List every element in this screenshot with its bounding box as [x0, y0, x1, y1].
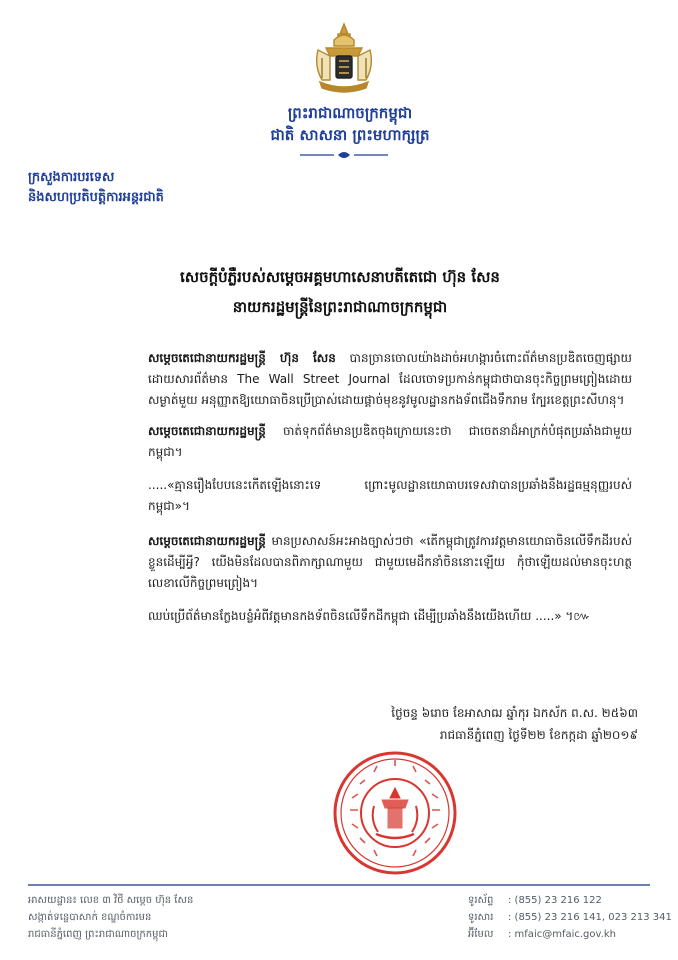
address-line-3: រាជធានីភ្នំពេញ ព្រះរាជាណាចក្រកម្ពុជា: [28, 929, 168, 940]
speaker-name: សម្តេចតេជោនាយករដ្ឋមន្ត្រី ហ៊ុន សែន: [148, 351, 336, 365]
kingdom-heading: [240, 102, 460, 146]
phone-row: [468, 892, 658, 909]
address-label: អាសយដ្ឋាន៖: [28, 895, 77, 906]
ministry-name-line1: ក្រសួងការបរទេស: [28, 170, 115, 185]
paragraph-4: [60, 531, 632, 594]
email-row: [468, 926, 658, 943]
paragraph-4-text: មានប្រសាសន៍អះអាងច្បាស់ៗថា «តើកម្ពុជាត្រូវការវត្តមានយោធាចិនលើទឹកដីរបស់ខ្លួនដើម្បីអ្វី? យើងមិនដែលបានពិភាក្សាណាមួយ ជាមួយមេដឹកនាំចិននោះឡើយ កុំថាឡើយដល់មានចុះហត្ថលេខាលើកិច្ចព្រមព្រៀង។: [148, 534, 632, 590]
kingdom-name: ព្រះរាជាណាចក្រកម្ពុជា: [287, 104, 413, 122]
address-line-1: លេខ ៣ វិថី សម្តេច ហ៊ុន សែន: [80, 895, 194, 906]
ministry-name: [28, 168, 228, 208]
paragraph-5-text: ឈប់ប្រើព័ត៌មានក្លែងបន្លំអំពីវត្តមានកងទ័ពចិនលើទឹកដីកម្ពុជា ដើម្បីប្រឆាំងនឹងយើងហើយ .....» ។៚: [148, 609, 591, 623]
paragraph-1: [60, 348, 632, 411]
date-block: [318, 702, 638, 746]
document-title: [100, 262, 580, 322]
fax-row: [468, 909, 672, 926]
title-line2: នាយករដ្ឋមន្ត្រីនៃព្រះរាជាណាចក្រកម្ពុជា: [232, 298, 448, 316]
ministry-seal-icon: [330, 748, 460, 878]
title-line1: សេចក្តីបំភ្លឺរបស់សម្តេចអគ្គមហាសេនាបតីតេជោ ហ៊ុន សែន: [180, 268, 500, 286]
ministry-name-line2: និងសហប្រតិបត្តិការអន្តរជាតិ: [28, 190, 164, 205]
email-address: : mfaic@mfaic.gov.kh: [508, 929, 616, 940]
fax-number: : (855) 23 216 141, 023 213 341: [508, 912, 672, 923]
paragraph-2-text: ចាត់ទុកព័ត៌មានប្រឌិតចុងក្រោយនេះថា ជាចេតនាដ៏អាក្រក់បំផុតប្រឆាំងជាមួយកម្ពុជា។: [148, 424, 632, 459]
address-line-2: សង្កាត់ទន្លេបាសាក់ ខណ្ឌចំការមន: [28, 912, 152, 923]
paragraph-3-text: .....«គ្មានរឿងបែបនេះកើតឡើងនោះទេ ព្រោះមូលដ្ឋានយោធាបរទេសវាបានប្រឆាំងនឹងរដ្ឋធម្មនុញ្ញរបស់កម្ពុជា»។: [148, 478, 632, 513]
address-row-1: [28, 892, 328, 909]
place-and-date: រាជធានីភ្នំពេញ ថ្ងៃទី២២ ខែកក្កដា ឆ្នាំ២០១៩: [439, 728, 638, 742]
ornamental-divider: [300, 150, 388, 160]
footer-contacts: [468, 892, 672, 943]
paragraph-3: [60, 475, 632, 517]
email-label: អ៊ីមែល: [468, 929, 494, 940]
phone-label: ទូរស័ព្ទ: [468, 895, 494, 906]
paragraph-5: [60, 606, 632, 627]
statement-body: [60, 348, 632, 637]
speaker-title: សម្តេចតេជោនាយករដ្ឋមន្ត្រី: [148, 424, 266, 438]
footer-address: [28, 892, 328, 943]
kingdom-motto: ជាតិ សាសនា ព្រះមហាក្សត្រ: [270, 126, 430, 144]
speaker-title-2: សម្តេចតេជោនាយករដ្ឋមន្ត្រី: [148, 534, 266, 548]
fax-label: ទូរសារ: [468, 912, 494, 923]
phone-number: : (855) 23 216 122: [508, 895, 602, 906]
paragraph-2: [60, 421, 632, 463]
letter-footer: [28, 884, 672, 952]
royal-coat-of-arms-icon: [308, 20, 380, 98]
lunar-date: ថ្ងៃចន្ទ ៦រោច ខែអាសាឍ ឆ្នាំកុរ ឯកស័ក ព.ស. ២៥៦៣: [391, 706, 638, 720]
paragraph-1-text: បានច្រានចោលយ៉ាងដាច់អហង្ការចំពោះព័ត៌មានប្រឌិតចេញផ្សាយដោយសារព័ត៌មាន The Wall Street Journal ដែលចោទប្រកាន់កម្ពុជាថាបានចុះកិច្ចព្រមព្រៀងដោយសម្ងាត់មួយ អនុញ្ញាតឱ្យយោធាចិនប្រើប្រាស់ដោយផ្តាច់មុខនូវមូលដ្ឋានកងទ័ពជើងទឹករាម ក្បែរខេត្តព្រះសីហនុ។: [148, 351, 632, 407]
